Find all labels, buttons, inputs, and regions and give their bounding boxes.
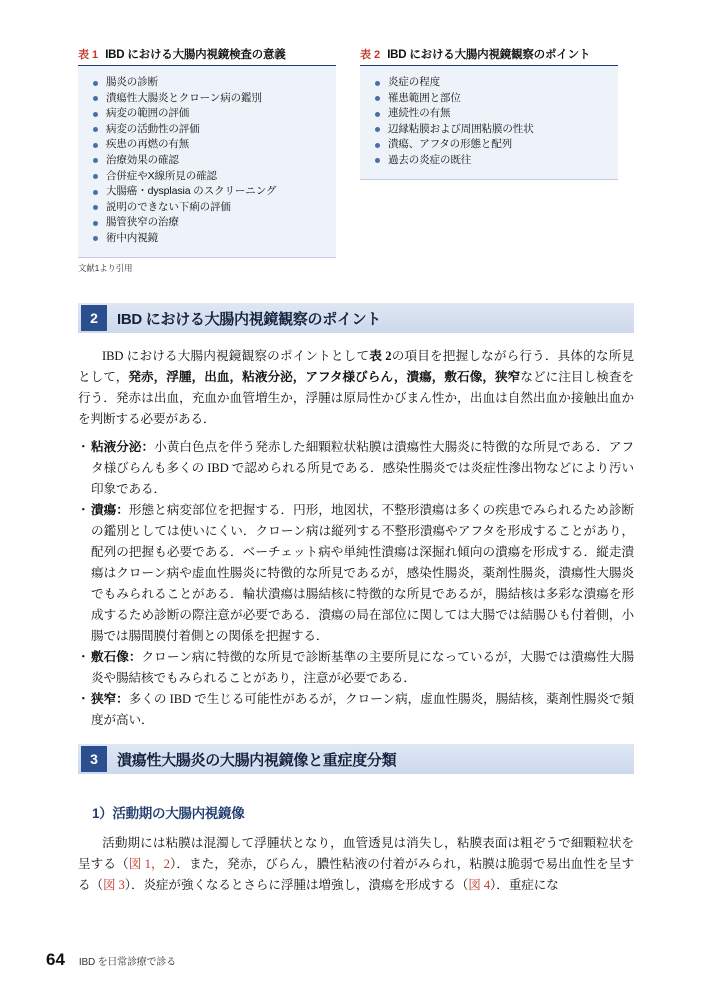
section-3-title: 潰瘍性大腸炎の大腸内視鏡像と重症度分類 [117,751,397,769]
bullet-3-text: クローン病に特徴的な所見で診断基準の主要所見になっているが，大腸では潰瘍性大腸炎や腸結核でもみられることがあり，注意が必要である． [91,650,634,685]
figure-reference-4: 図 4 [468,878,491,892]
table-2-list [374,75,608,169]
figure-reference-3: 図 3 [103,878,125,892]
list-item: 炎症の程度 [374,75,608,91]
intro-text-2: の項目を把握しながら行う．具体的な所見として， [78,349,634,384]
section-3-number: 3 [81,746,107,772]
bullet-3-lead: 敷石像： [91,650,142,664]
section-heading-3 [78,744,634,774]
bullet-2-lead: 潰瘍： [91,503,129,517]
table-1-caption [78,46,336,66]
list-item: 連続性の有無 [374,106,608,122]
list-item: 腸炎の診断 [92,75,326,91]
table-2-body [360,66,618,180]
table-1-title: IBD における大腸内視鏡検査の意義 [105,49,286,61]
sec3-text-4: ）．重症にな [490,878,559,892]
section-2-title: IBD における大腸内視鏡観察のポイント [117,310,382,328]
list-item: 過去の炎症の既往 [374,153,608,169]
list-item: 病変の活動性の評価 [92,122,326,138]
section-heading-2 [78,303,634,333]
list-item: 病変の範囲の評価 [92,106,326,122]
list-item: 説明のできない下痢の評価 [92,200,326,216]
table-2-reference: 表 2 [369,349,392,363]
list-item: 辺縁粘膜および周囲粘膜の性状 [374,122,608,138]
list-item: 大腸癌・dysplasia のスクリーニング [92,184,326,200]
table-1-source: 文献1より引用 [78,262,133,273]
table-2 [360,46,618,274]
list-item: 治療効果の確認 [92,153,326,169]
bullet-2-text: 形態と病変部位を把握する．円形，地図状，不整形潰瘍は多くの疾患でみられるため診断の鑑別としては使いにくい．クローン病は縦列する不整形潰瘍やアフタを形成することがあり，配列の把握も必要である．ベーチェット病や単純性潰瘍は深掘れ傾向の潰瘍を形成する．縦走潰瘍はクローン病や虚血性腸炎に特徴的な所見であるが，感染性腸炎，薬剤性腸炎，潰瘍性大腸炎でもみられることがある．輪状潰瘍は腸結核に特徴的な所見であるが，腸結核は多彩な潰瘍を形成するため診断の際注意が必要である．潰瘍の局在部位に関しては大腸では結腸ひも付着側，小腸では腸間膜付着側との関係を把握する． [91,503,634,643]
intro-text-3: などに注目し検査を行う．発赤は出血，充血か血管増生か，浮腫は原局性かびまん性か，出血は自然出血か接触出血かを判断する必要がある． [78,370,634,426]
intro-text-1: IBD における大腸内視鏡観察のポイントとして [102,349,370,363]
figure-reference-1-2: 図 1，2 [128,857,170,871]
list-item [78,689,634,731]
table-2-number: 表 2 [360,49,381,61]
bullet-4-lead: 狭窄： [91,692,129,706]
subsection-heading: 1）活動期の大腸内視鏡像 [92,806,245,821]
bullet-1-lead: 粘液分泌： [91,440,155,454]
section-2-number: 2 [81,305,107,331]
page-number: 64 [46,950,65,969]
table-2-title: IBD における大腸内視鏡観察のポイント [387,49,591,61]
running-title: IBD を日常診療で診る [78,957,176,968]
list-item: 潰瘍、アフタの形態と配列 [374,137,608,153]
list-item [78,437,634,500]
page-footer [46,950,176,970]
table-1-body [78,66,336,258]
bullet-1-text: 小黄白色点を伴う発赤した細顆粒状粘膜は潰瘍性大腸炎に特徴的な所見である．アフタ様びらんも多くの IBD で認められる所見である．感染性腸炎では炎症性滲出物などにより汚い印象である． [91,440,634,496]
list-item: 罹患範囲と部位 [374,91,608,107]
list-item: 術中内視鏡 [92,231,326,247]
table-2-caption [360,46,618,66]
list-item: 合併症やX線所見の確認 [92,169,326,185]
table-1-list [92,75,326,247]
section-3-paragraph [78,833,634,896]
table-1-number: 表 1 [78,49,99,61]
sec3-text-1: 活動期には粘膜は混濁して浮腫状となり，血管透見は消失し，粘膜表面は粗ぞうで細顆粒状を呈する（ [78,836,634,871]
section-2-intro-paragraph [78,346,634,430]
list-item: 腸管狭窄の治療 [92,215,326,231]
list-item: 潰瘍性大腸炎とクローン病の鑑別 [92,91,326,107]
list-item [78,647,634,689]
section-2-bullet-list [78,437,634,731]
bullet-4-text: 多くの IBD で生じる可能性があるが，クローン病，虚血性腸炎，腸結核，薬剤性腸炎で頻度が高い． [91,692,634,727]
sec3-text-3: ）．炎症が強くなるとさらに浮腫は増強し，潰瘍を形成する（ [124,878,469,892]
sec3-text-2: ）．また，発赤，びらん，膿性粘液の付着がみられ，粘膜は脆弱で易出血性を呈する（ [78,857,634,892]
tables-row [78,46,634,274]
table-1 [78,46,336,274]
list-item: 疾患の再燃の有無 [92,137,326,153]
intro-keywords: 発赤，浮腫，出血，粘液分泌，アフタ様びらん，潰瘍，敷石像，狭窄 [128,370,521,384]
list-item [78,500,634,647]
